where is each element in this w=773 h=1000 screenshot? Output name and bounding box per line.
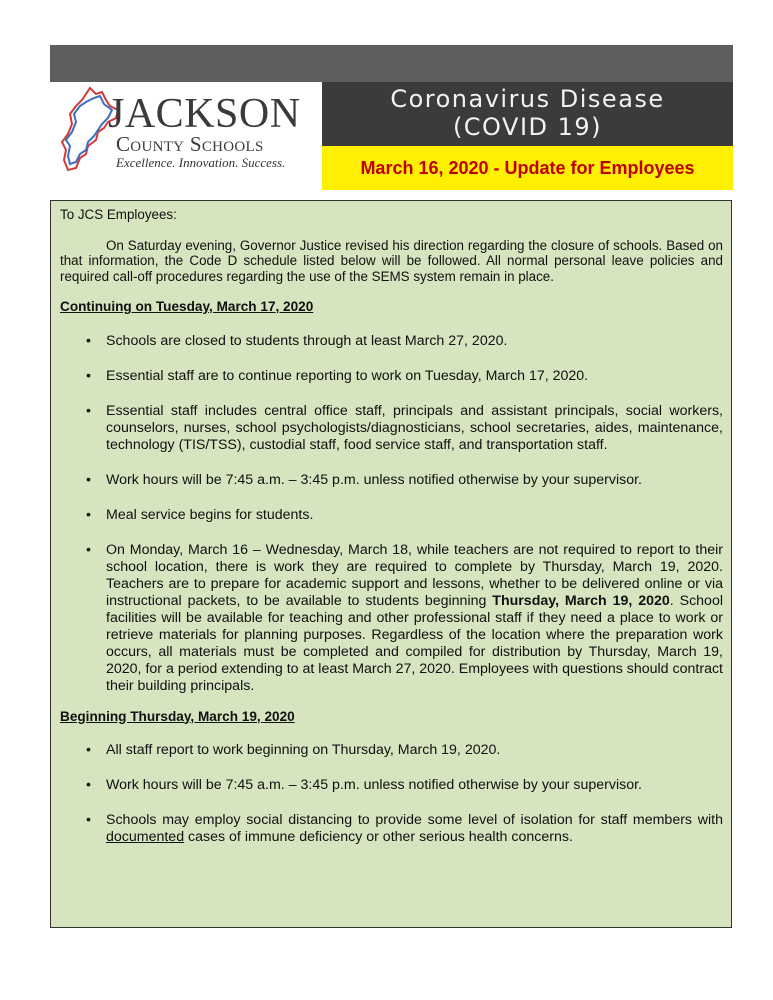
list-item: • Work hours will be 7:45 a.m. – 3:45 p.m. unless notified otherwise by your supervisor. <box>60 472 723 489</box>
title-line-1: Coronavirus Disease <box>390 85 665 113</box>
list-item: • Meal service begins for students. <box>60 507 723 524</box>
intro-paragraph: On Saturday evening, Governor Justice revised his direction regarding the closure of schools. Based on that information, the Code D schedule listed below will be followed. All normal personal leave policies and required call-off procedures regarding the use of the SEMS system remain in place. <box>60 237 723 284</box>
list-item: • Essential staff are to continue reporting to work on Tuesday, March 17, 2020. <box>60 368 723 385</box>
social-distancing-underlined: documented <box>106 829 185 845</box>
section-heading-continuing: Continuing on Tuesday, March 17, 2020 <box>60 299 314 314</box>
list-item: • Work hours will be 7:45 a.m. – 3:45 p.m. unless notified otherwise by your supervisor. <box>60 777 723 794</box>
section-beginning-list <box>60 742 723 846</box>
list-item-social-distancing <box>60 812 723 846</box>
list-item: • All staff report to work beginning on Thursday, March 19, 2020. <box>60 742 723 759</box>
memo-body <box>50 200 732 928</box>
section-continuing-list <box>60 333 723 695</box>
update-label: March 16, 2020 - Update for Employees <box>360 158 695 178</box>
logo-motto: Excellence. Innovation. Success. <box>116 155 286 170</box>
section-heading-beginning: Beginning Thursday, March 19, 2020 <box>60 708 295 724</box>
logo-name: JACKSON <box>108 91 301 137</box>
update-banner <box>322 146 733 190</box>
list-item: • Essential staff includes central office staff, principals and assistant principals, social workers, counselors, nurses, school psychologists/diagnosticians, school secretaries, aides, maintenance, technology (TIS/TSS), custodial staff, food service staff, and transportation staff. <box>60 403 723 454</box>
list-item: • Schools are closed to students through at least March 27, 2020. <box>60 333 723 350</box>
logo-county: County Schools <box>116 132 264 156</box>
greeting: To JCS Employees: <box>60 207 177 222</box>
teacher-prep-text-1: On Monday, March 16 – Wednesday, March 18, while teachers are not required to report to their school location, there is work they are required to complete by Thursday, March 19, 2020. Teachers are to prepare for academic support and lessons, whether to be delivered online or via instructional packets, to be available to students beginning <box>106 541 723 609</box>
title-line-2: (COVID 19) <box>452 113 603 141</box>
header-top-bar <box>50 45 733 82</box>
teacher-prep-text-2: . School facilities will be available for teaching and other professional staff if they need a place to work or retrieve materials for planning purposes. Regardless of the location where the preparation work occurs, all materials must be completed and compiled for distribution by Thursday, March 19, 2020, for a period extending to at least March 27, 2020. Employees with questions should contract their building principals. <box>106 592 723 694</box>
social-distancing-text-1: Schools may employ social distancing to provide some level of isolation for staff members with <box>106 812 723 828</box>
title-banner <box>322 82 733 146</box>
list-item-teacher-prep <box>60 542 723 695</box>
logo-wordmark <box>108 91 301 171</box>
social-distancing-text-2: cases of immune deficiency or other serious health concerns. <box>184 829 573 845</box>
teacher-prep-date: Thursday, March 19, 2020 <box>492 592 670 609</box>
school-logo <box>50 82 322 194</box>
